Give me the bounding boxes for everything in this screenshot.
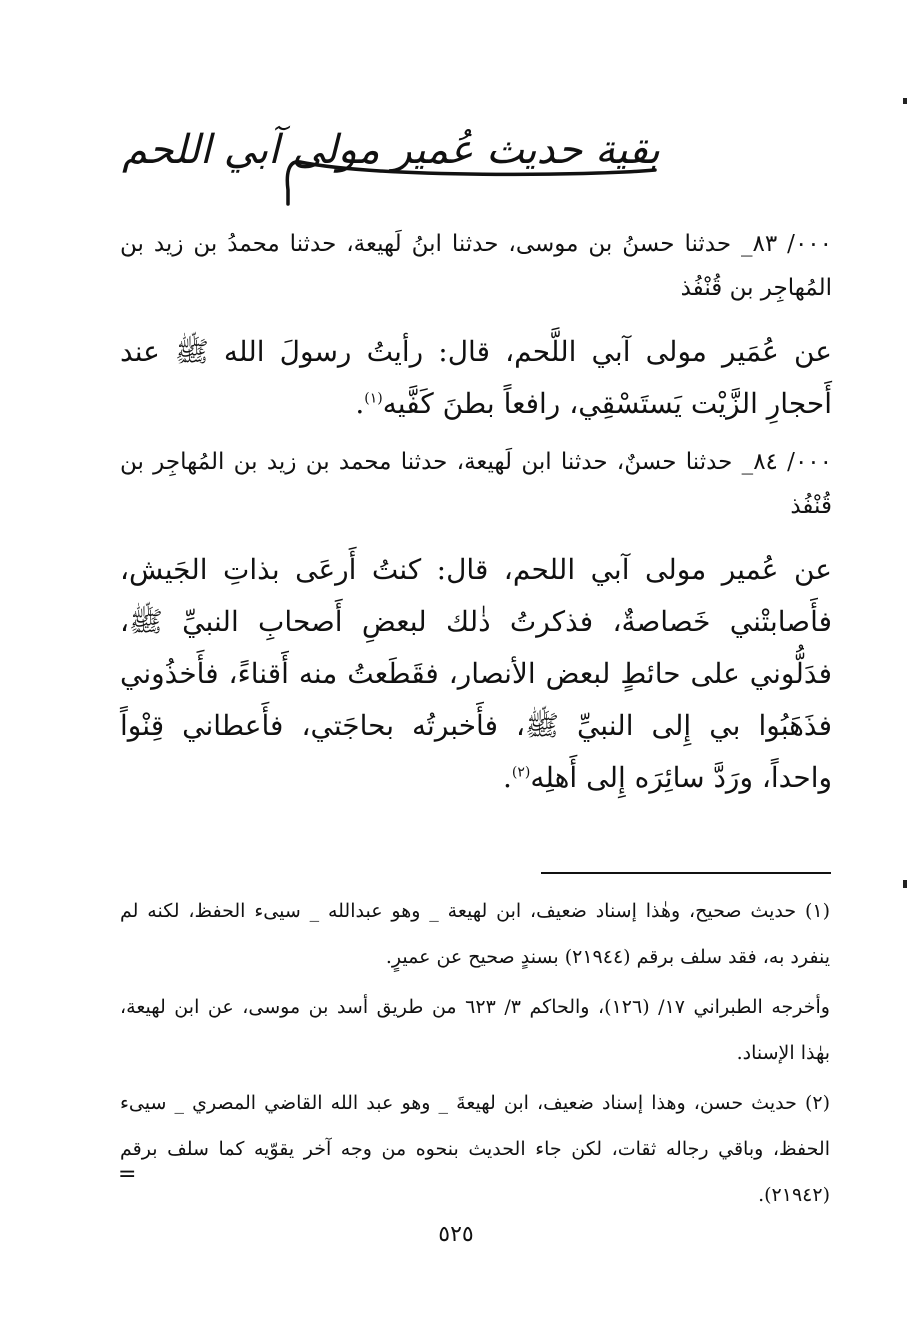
matn-text	[120, 544, 832, 804]
hadith-entry-83	[120, 222, 832, 310]
isnad-chain: ٠٠٠/ ٨٤_ حدثنا حسنٌ، حدثنا ابن لَهيعة، حدثنا محمد بن زيد بن المُهاجِر بن قُنْفُذ	[120, 449, 832, 519]
scan-edge-mark	[903, 880, 907, 888]
footnote-separator	[541, 872, 831, 874]
footnote-reference[interactable]: (١)	[364, 390, 383, 407]
footnote-1-continued: وأخرجه الطبراني ١٧/ (١٢٦)، والحاكم ٣/ ٦٢٣ من طريق أسد بن موسى، عن ابن لهيعة، بهٰذا الإسناد.	[120, 996, 830, 1064]
matn-body: عن عُمير مولى آبي اللحم، قال: كنتُ أَرعَى بذاتِ الجَيش، فأَصابتْني خَصاصةٌ، فذكرتُ ذٰلك لبعضِ أَصحابِ النبيِّ ﷺ، فدَلُّوني على حائطٍ لبعض الأنصار، فقَطَعتُ منه أَقناءً، فأَخذُوني فذَهَبُوا بي إِلى النبيِّ ﷺ، فأَخبرتُه بحاجَتي، فأَعطاني قِنْواً واحداً، ورَدَّ سائِرَه إِلى أَهلِه	[120, 553, 832, 794]
chapter-heading-text: بقية حديث عُمير مولى آبي اللحم	[122, 127, 660, 173]
heading-swash-ornament	[260, 120, 660, 210]
hadith-entry-84-text	[120, 544, 832, 804]
scan-edge-mark	[903, 98, 907, 104]
matn-body: عن عُمَير مولى آبي اللَّحم، قال: رأيتُ رسولَ الله ﷺ عند أَحجارِ الزَّيْت يَستَسْقِي، رافعاً بطنَ كَفَّيه	[120, 335, 832, 420]
isnad-chain: ٠٠٠/ ٨٣_ حدثنا حسنُ بن موسى، حدثنا ابنُ لَهيعة، حدثنا محمدُ بن زيد بن المُهاجِر بن قُنْفُذ	[120, 231, 832, 301]
footnote-2: (٢) حديث حسن، وهذا إسناد ضعيف، ابن لهيعةَ _ وهو عبد الله القاضي المصري _ سيىء الحفظ، وباقي رجاله ثقات، لكن جاء الحديث بنحوه من وجه آخر يقوّيه كما سلف برقم (٢١٩٤٢).	[120, 1092, 830, 1206]
footnotes-section	[120, 888, 830, 1222]
page-number: ٥٢٥	[438, 1222, 474, 1247]
footnote-reference[interactable]: (٢)	[511, 764, 531, 781]
chapter-heading	[122, 120, 660, 210]
continuation-mark: =	[118, 1162, 137, 1187]
hadith-entry-83-text	[120, 326, 832, 430]
sentence-end: .	[355, 387, 365, 420]
sentence-end: .	[503, 761, 512, 794]
hadith-entry-84	[120, 440, 832, 528]
footnote-1: (١) حديث صحيح، وهٰذا إسناد ضعيف، ابن لهيعة _ وهو عبدالله _ سيىء الحفظ، لكنه لم ينفرد به، فقد سلف برقم (٢١٩٤٤) بسندٍ صحيح عن عميرٍ.	[120, 900, 830, 968]
matn-text	[120, 326, 832, 430]
